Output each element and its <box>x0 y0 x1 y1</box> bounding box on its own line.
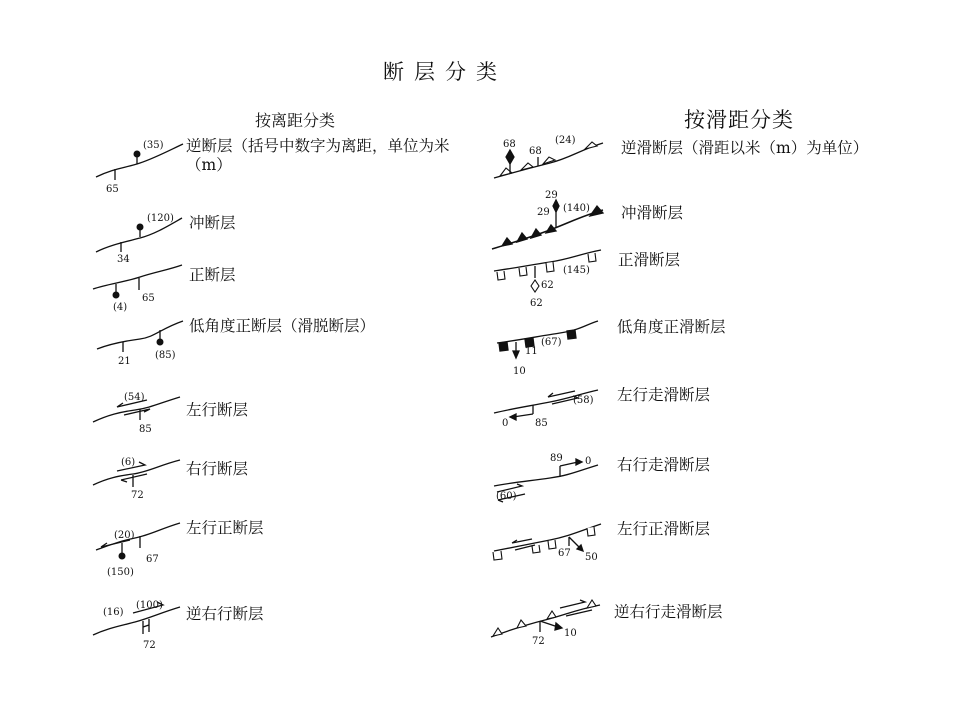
left-column-heading: 按离距分类 <box>255 111 336 130</box>
right-item-7-num-2: 50 <box>585 552 598 563</box>
right-item-5-num-2: 85 <box>535 418 548 429</box>
right-item-5-label: 左行走滑断层 <box>617 386 711 404</box>
right-item-1-num-1: 68 <box>503 139 516 150</box>
right-item-2-num-3: (140) <box>563 203 590 214</box>
left-item-1-num-2: 65 <box>106 184 119 195</box>
left-item-7-num-2: 67 <box>146 554 159 565</box>
left-item-2-num-1: (120) <box>147 213 174 224</box>
left-item-8-num-3: 72 <box>143 640 156 651</box>
right-item-6-label: 右行走滑断层 <box>617 456 711 474</box>
right-item-4-num-3: 10 <box>513 366 526 377</box>
page-title: 断层分类 <box>383 60 507 84</box>
right-item-1-label: 逆滑断层（滑距以米（m）为单位） <box>621 139 869 157</box>
left-item-5-label: 左行断层 <box>186 401 249 419</box>
left-item-8-num-2: (100) <box>136 600 163 611</box>
right-item-6-num-3: (60) <box>496 491 517 502</box>
right-item-2-label: 冲滑断层 <box>621 204 684 222</box>
left-item-7-num-1: (20) <box>114 530 135 541</box>
left-item-3-num-2: 65 <box>142 293 155 304</box>
left-item-8-label: 逆右行断层 <box>186 605 264 623</box>
left-item-1-num-1: (35) <box>143 140 164 151</box>
left-item-6-num-2: 72 <box>131 490 144 501</box>
right-item-6-num-1: 89 <box>550 453 563 464</box>
left-item-6-num-1: (6) <box>121 457 136 468</box>
left-item-4-num-1: 21 <box>118 356 131 367</box>
right-item-3-num-2: 62 <box>530 298 543 309</box>
right-column-heading: 按滑距分类 <box>684 108 794 132</box>
right-item-6-num-2: 0 <box>585 456 592 467</box>
left-item-5-num-1: (54) <box>124 392 145 403</box>
left-item-7-num-3: (150) <box>107 567 134 578</box>
left-item-3-label: 正断层 <box>189 266 236 284</box>
left-item-4-num-2: (85) <box>155 350 176 361</box>
right-item-2-num-1: 29 <box>545 190 558 201</box>
left-item-3-num-1: (4) <box>113 302 128 313</box>
left-item-5-num-2: 85 <box>139 424 152 435</box>
right-item-1-num-3: (24) <box>555 135 576 146</box>
right-item-7-label: 左行正滑断层 <box>617 520 711 538</box>
left-item-2-num-2: 34 <box>117 254 130 265</box>
right-item-3-num-1: 62 <box>541 280 554 291</box>
left-item-8-num-1: (16) <box>103 607 124 618</box>
right-item-1-num-2: 68 <box>529 146 542 157</box>
left-item-6-label: 右行断层 <box>186 460 249 478</box>
left-item-7-label: 左行正断层 <box>186 519 264 537</box>
right-item-5-num-1: 0 <box>502 418 509 429</box>
left-item-2-label: 冲断层 <box>189 214 236 232</box>
right-item-4-num-2: (67) <box>541 337 562 348</box>
right-item-4-label: 低角度正滑断层 <box>617 318 726 336</box>
right-item-4-num-1: 11 <box>525 346 538 357</box>
right-item-8-label: 逆右行走滑断层 <box>614 603 723 621</box>
right-item-7-num-1: 67 <box>558 548 571 559</box>
left-item-1-label: 逆断层（括号中数字为离距，单位为米（m） <box>186 137 450 174</box>
right-item-3-num-3: (145) <box>563 265 590 276</box>
right-item-8-num-2: 10 <box>564 628 577 639</box>
left-item-4-label: 低角度正断层（滑脱断层） <box>189 317 376 335</box>
right-item-5-num-3: (58) <box>573 395 594 406</box>
right-item-8-num-1: 72 <box>532 636 545 647</box>
right-item-3-label: 正滑断层 <box>618 251 681 269</box>
right-item-2-num-2: 29 <box>537 207 550 218</box>
